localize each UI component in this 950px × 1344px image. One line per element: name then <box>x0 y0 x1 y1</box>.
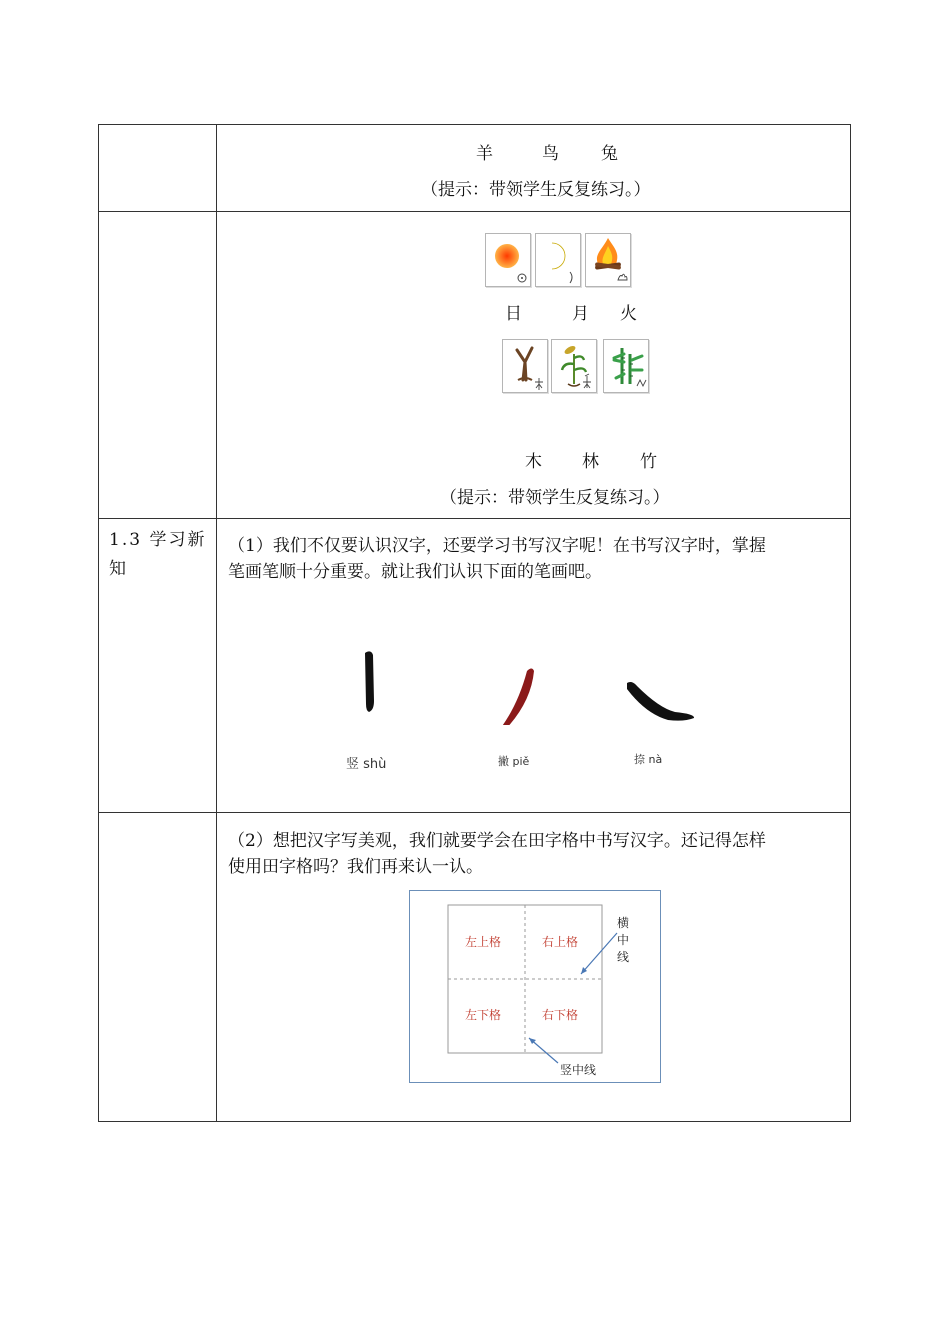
horizontal-line-label <box>617 915 631 966</box>
horizontal-line-label-2: 中 <box>617 933 630 947</box>
stroke-shu <box>365 651 374 712</box>
label-ri: 日 <box>505 304 522 324</box>
moon-card <box>535 233 581 287</box>
char-yang: 羊 <box>476 144 493 164</box>
label-mu: 木 <box>525 452 542 472</box>
char-niao: 鸟 <box>542 144 559 164</box>
horizontal-line-label-3: 线 <box>617 950 630 964</box>
bamboo-icon <box>604 340 650 394</box>
tianzige-diagram <box>409 890 661 1083</box>
stroke-label-shu <box>346 753 386 772</box>
label-yue: 月 <box>572 304 589 324</box>
stroke-label-na <box>634 751 662 767</box>
cell-top-left: 左上格 <box>465 935 502 949</box>
stroke-shu-pinyin: shù <box>363 757 387 772</box>
paragraph-2-line1: （2）想把汉字写美观，我们就要学会在田字格中书写汉字。还记得怎样 <box>228 831 766 851</box>
lesson-table <box>98 124 851 1122</box>
stroke-label-pie <box>498 753 529 769</box>
label-lin: 林 <box>582 452 599 472</box>
tree-icon <box>503 340 549 394</box>
stroke-na-char: 捺 <box>634 753 645 766</box>
tree-card <box>502 339 548 393</box>
sun-icon <box>486 234 532 288</box>
char-tu: 兔 <box>601 144 618 164</box>
paragraph-1-line1: （1）我们不仅要认识汉字，还要学习书写汉字呢！在书写汉字时，掌握 <box>228 536 766 556</box>
stroke-na-pinyin: nà <box>648 753 663 766</box>
crop-icon <box>552 340 598 394</box>
stroke-na <box>627 682 694 721</box>
paragraph-1-line2: 笔画笔顺十分重要。就让我们认识下面的笔画吧。 <box>228 562 602 582</box>
fire-icon <box>586 234 632 288</box>
bamboo-card <box>603 339 649 393</box>
hint-text-1: （提示：带领学生反复练习。） <box>421 180 651 200</box>
cell-top-right: 右上格 <box>542 935 579 949</box>
section-number-line2: 知 <box>109 559 126 579</box>
stroke-pie-pinyin: piě <box>512 755 530 768</box>
stroke-pie-char: 撇 <box>498 755 509 768</box>
section-number-line1: 1.3 学习新 <box>109 530 207 550</box>
paragraph-2-line2: 使用田字格吗？我们再来认一认。 <box>228 857 483 877</box>
cell-bottom-left: 左下格 <box>465 1008 502 1022</box>
moon-icon <box>536 234 582 288</box>
cell-bottom-right: 右下格 <box>542 1008 579 1022</box>
fire-card <box>585 233 631 287</box>
column-divider <box>216 125 217 1121</box>
row-divider-3 <box>99 812 850 813</box>
strokes-figure <box>349 645 709 725</box>
label-huo: 火 <box>620 304 637 324</box>
row-divider-1 <box>99 211 850 212</box>
crop-card <box>551 339 597 393</box>
sun-card <box>485 233 531 287</box>
stroke-pie <box>500 669 534 726</box>
vertical-line-label: 竖中线 <box>560 1063 597 1077</box>
hint-text-2: （提示：带领学生反复练习。） <box>440 488 670 508</box>
horizontal-line-label-1: 横 <box>617 916 630 930</box>
row-divider-2 <box>99 518 850 519</box>
label-zhu: 竹 <box>640 452 657 472</box>
stroke-shu-char: 竖 <box>346 757 360 772</box>
